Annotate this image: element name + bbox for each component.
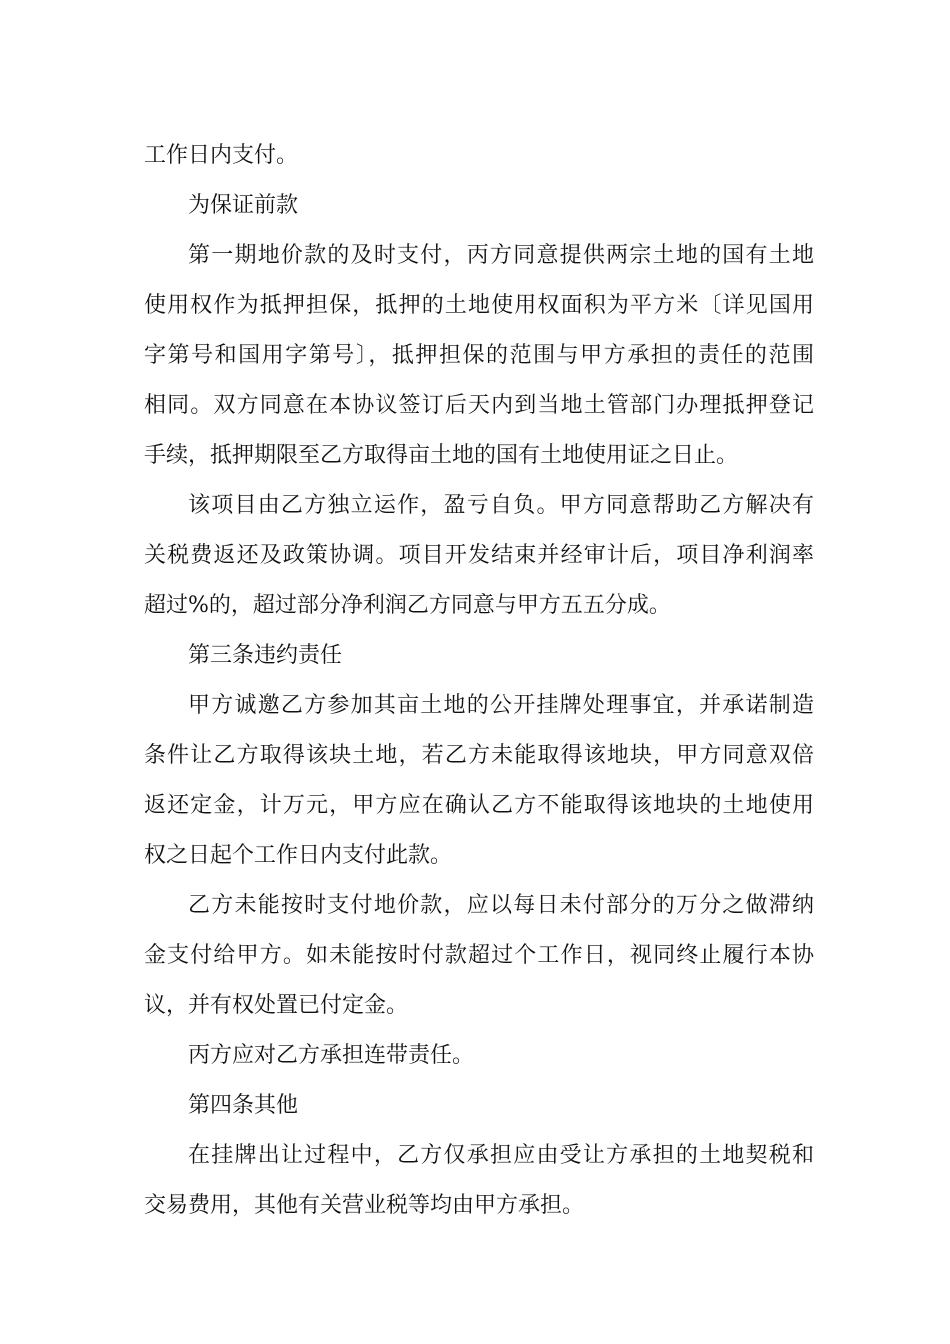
text-line: 相同。双方同意在本协议签订后天内到当地土管部门办理抵押登记 (144, 393, 814, 418)
text-line: 甲方诚邀乙方参加其亩土地的公开挂牌处理事宜，并承诺制造 (188, 693, 814, 718)
text-line: 手续，抵押期限至乙方取得亩土地的国有土地使用证之日止。 (144, 443, 739, 468)
text-line: 第一期地价款的及时支付，丙方同意提供两宗土地的国有土地 (188, 243, 814, 268)
text-line: 超过%的，超过部分净利润乙方同意与甲方五五分成。 (144, 593, 671, 618)
text-line: 返还定金，计万元，甲方应在确认乙方不能取得该地块的土地使用 (144, 793, 814, 818)
text-line: 议，并有权处置已付定金。 (144, 993, 409, 1018)
text-line: 字第号和国用字第号〕，抵押担保的范围与甲方承担的责任的范围 (144, 343, 814, 368)
text-line: 第四条其他 (188, 1093, 299, 1118)
text-line: 权之日起个工作日内支付此款。 (144, 843, 453, 868)
text-line: 交易费用，其他有关营业税等均由甲方承担。 (144, 1193, 585, 1218)
text-line: 工作日内支付。 (144, 143, 299, 168)
text-line: 关税费返还及政策协调。项目开发结束并经审计后，项目净利润率 (144, 543, 814, 568)
document-body (144, 131, 814, 1231)
text-line: 第三条违约责任 (188, 643, 343, 668)
text-line: 在挂牌出让过程中，乙方仅承担应由受让方承担的土地契税和 (188, 1143, 814, 1168)
text-line: 金支付给甲方。如未能按时付款超过个工作日，视同终止履行本协 (144, 943, 814, 968)
text-line: 使用权作为抵押担保，抵押的土地使用权面积为平方米〔详见国用 (144, 293, 814, 318)
text-line: 乙方未能按时支付地价款，应以每日未付部分的万分之做滞纳 (188, 893, 814, 918)
text-line: 为保证前款 (188, 193, 299, 218)
text-line: 丙方应对乙方承担连带责任。 (188, 1043, 475, 1068)
text-line: 条件让乙方取得该块土地，若乙方未能取得该地块，甲方同意双倍 (144, 743, 814, 768)
text-line: 该项目由乙方独立运作，盈亏自负。甲方同意帮助乙方解决有 (188, 493, 814, 518)
